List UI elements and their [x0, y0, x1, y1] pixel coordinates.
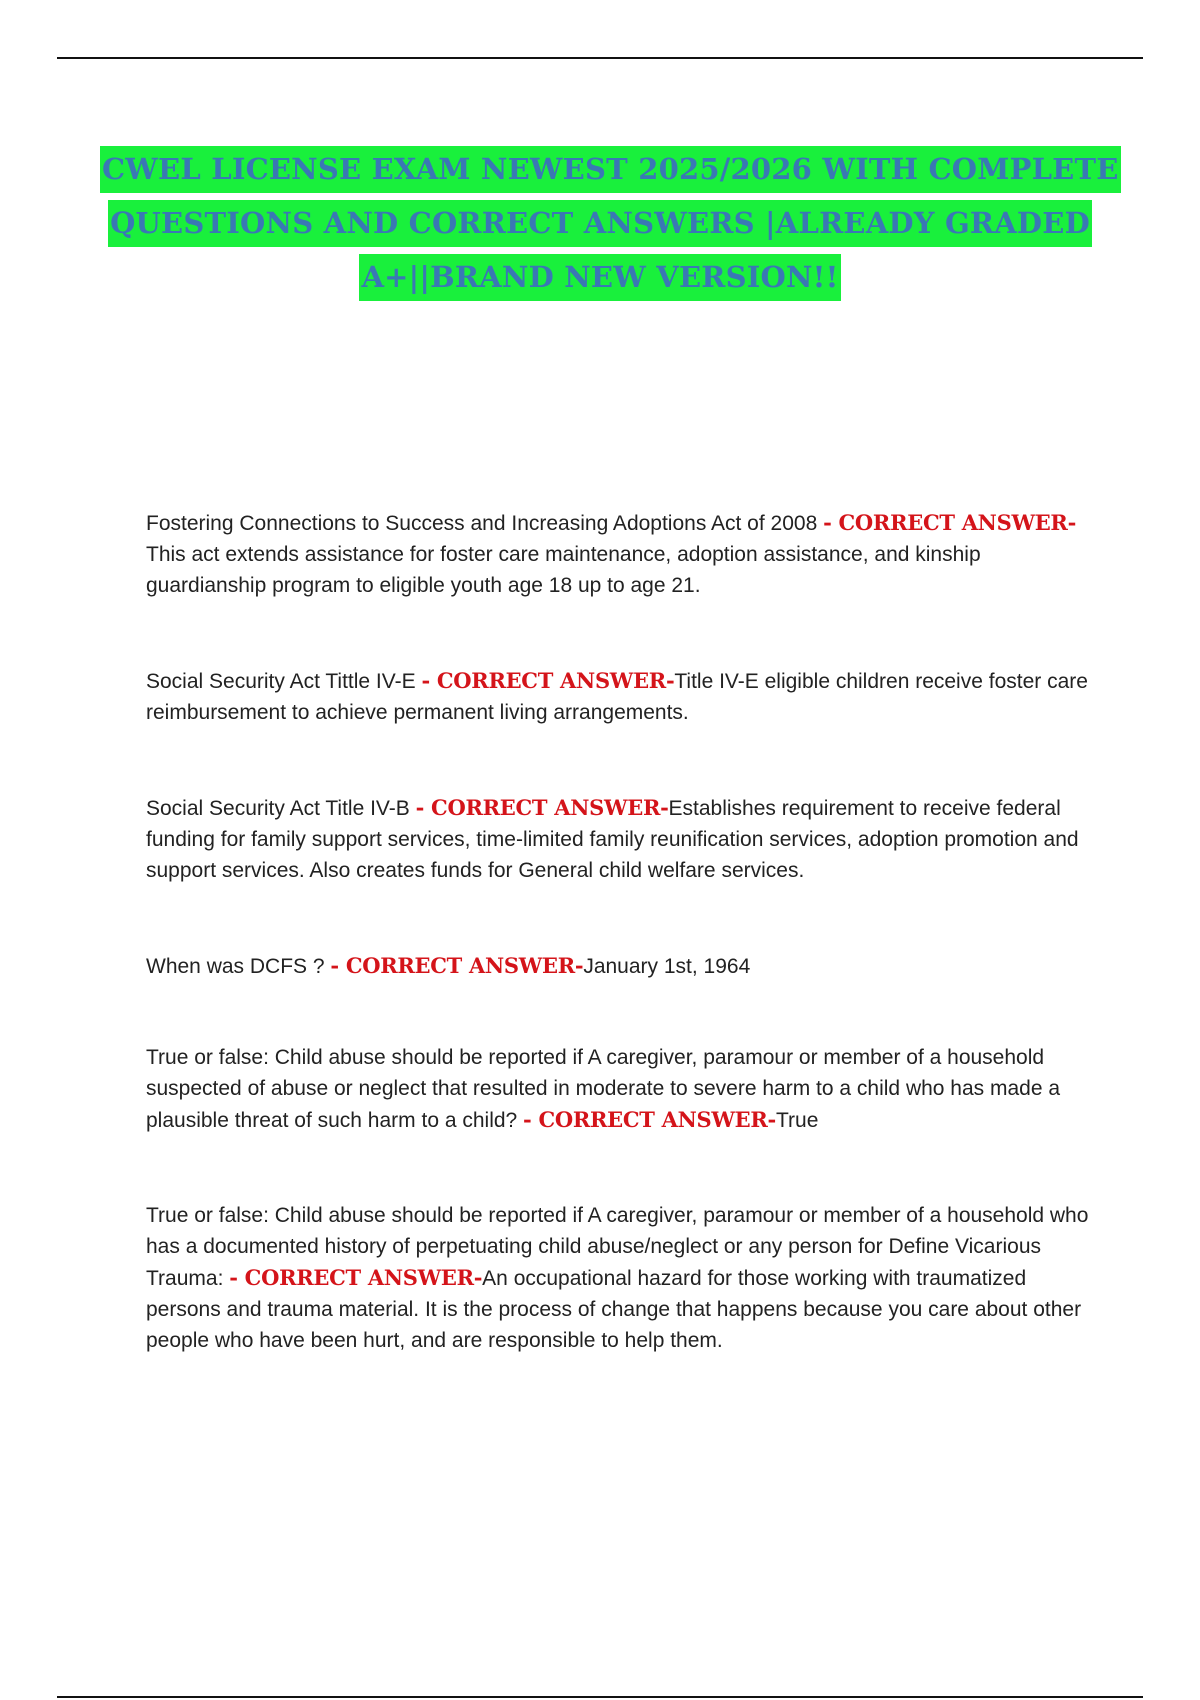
answer-text: Title IV-E eligible children receive foster care reimbursement to achieve permanent living arrangements.	[146, 670, 1088, 724]
qa-item	[146, 950, 1092, 982]
bottom-rule	[57, 1696, 1143, 1698]
qa-list	[146, 507, 1092, 1356]
qa-item	[146, 792, 1092, 886]
answer-text: Establishes requirement to receive federal funding for family support services, time-limited family reunification services, adoption promotion and support services. Also creates funds for General child welfare services.	[146, 797, 1079, 882]
answer-text: An occupational hazard for those working with traumatized persons and trauma material. It is the process of change that happens because you care about other people who have been hurt, and are responsible to help them.	[146, 1267, 1082, 1352]
correct-answer-tag: - CORRECT ANSWER-	[523, 1107, 776, 1132]
title-line-1: CWEL LICENSE EXAM NEWEST 2025/2026 WITH COMPLETE	[100, 146, 1121, 193]
title-line-3: A+||BRAND NEW VERSION!!	[359, 254, 840, 301]
qa-item	[146, 507, 1092, 601]
correct-answer-tag: - CORRECT ANSWER-	[421, 668, 675, 693]
question-text: Social Security Act Tittle IV-E	[146, 670, 422, 693]
qa-item	[146, 1042, 1092, 1136]
question-text: True or false: Child abuse should be reported if A caregiver, paramour or member of a household who has a documented history of perpetuating child abuse/neglect or any person for Define Vicarious Trauma:	[146, 1204, 1089, 1290]
title-line-2: QUESTIONS AND CORRECT ANSWERS |ALREADY GRADED	[108, 200, 1092, 247]
qa-item	[146, 665, 1092, 728]
question-text: When was DCFS ?	[146, 955, 331, 978]
answer-text: This act extends assistance for foster care maintenance, adoption assistance, and kinship guardianship program to eligible youth age 18 up to age 21.	[146, 543, 981, 597]
correct-answer-tag: - CORRECT ANSWER-	[415, 795, 669, 820]
question-text: Fostering Connections to Success and Increasing Adoptions Act of 2008	[146, 512, 824, 535]
question-text: True or false: Child abuse should be reported if A caregiver, paramour or member of a household suspected of abuse or neglect that resulted in moderate to severe harm to a child who has made a plausible threat of such harm to a child?	[146, 1046, 1061, 1132]
answer-text: True	[775, 1109, 819, 1132]
correct-answer-tag: - CORRECT ANSWER-	[823, 510, 1077, 535]
correct-answer-tag: - CORRECT ANSWER-	[330, 953, 584, 978]
correct-answer-tag: - CORRECT ANSWER-	[229, 1265, 483, 1290]
qa-item	[146, 1200, 1092, 1356]
top-rule	[57, 57, 1143, 59]
question-text: Social Security Act Title IV-B	[146, 797, 416, 820]
document-title	[100, 146, 1119, 308]
answer-text: January 1st, 1964	[583, 955, 751, 978]
